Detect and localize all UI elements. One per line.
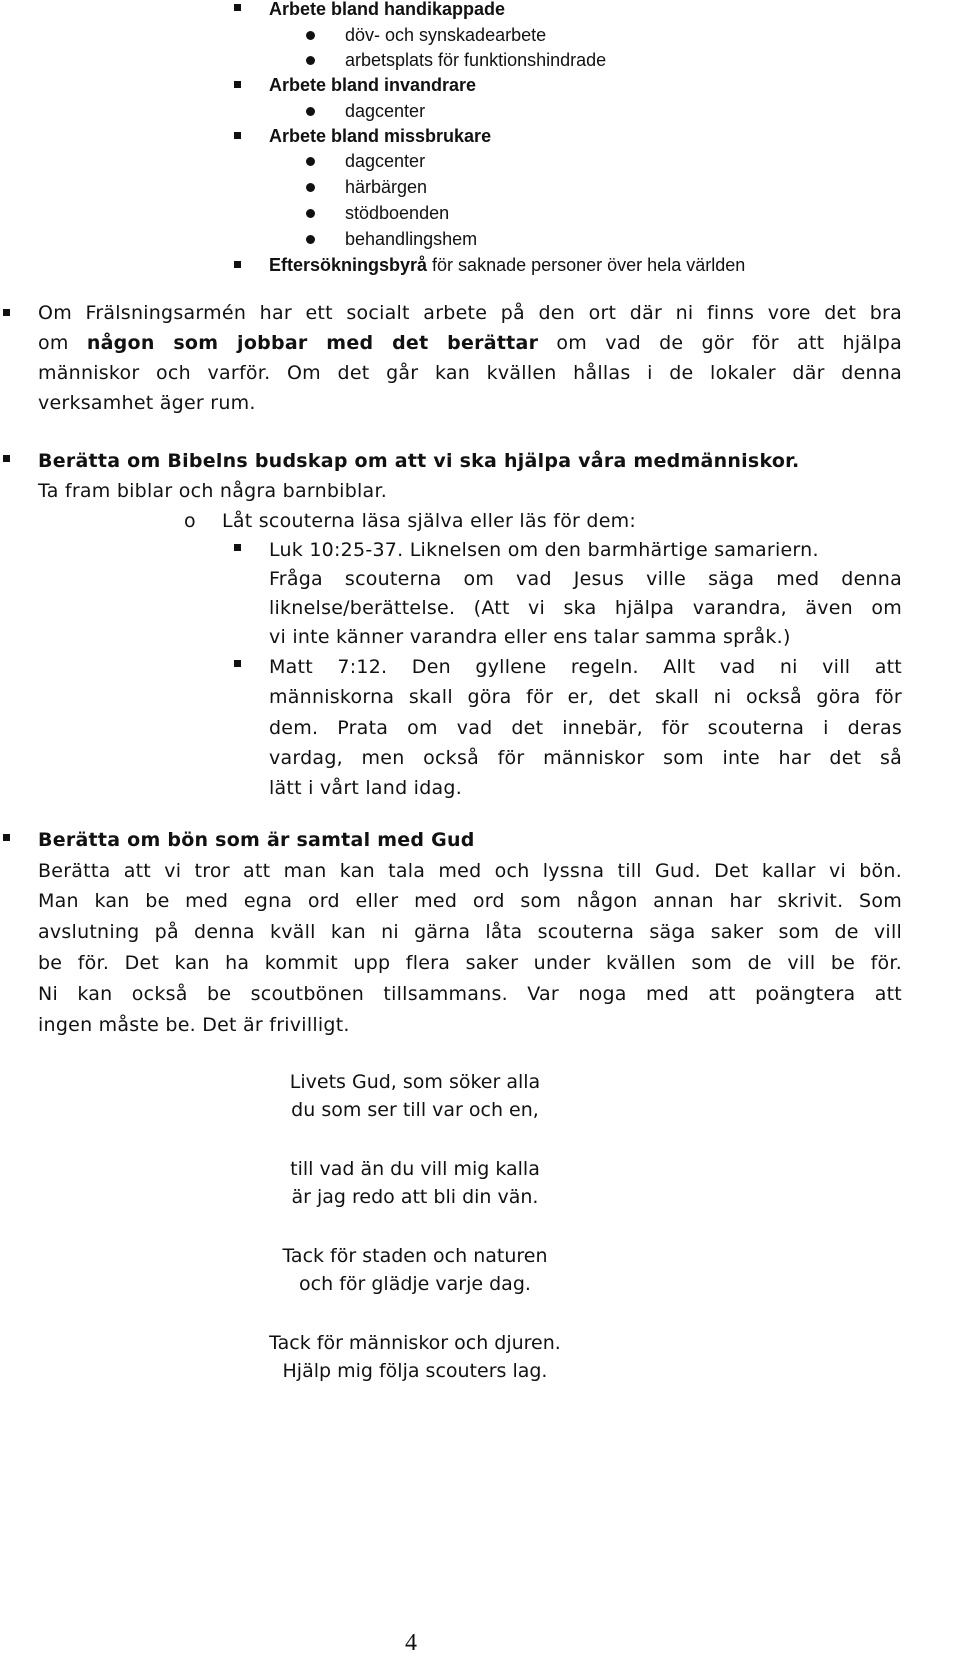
scripture-line: Fråga scouterna om vad Jesus ville säga med denna [269,568,902,590]
list-item: Arbete bland handikappade [269,0,506,19]
list-item: Arbete bland missbrukare [269,126,492,146]
square-bullet-icon [234,132,241,139]
scripture-line: människorna skall göra för er, det skall ni också göra för [269,686,902,708]
page-number: 4 [405,1630,417,1656]
scripture-line: Matt 7:12. Den gyllene regeln. Allt vad ni vill att [269,656,902,678]
round-bullet-icon [306,107,315,116]
list-subitem: härbärgen [345,177,428,197]
prayer-line: är jag redo att bli din vän. [291,1186,539,1208]
scripture-line: lätt i vårt land idag. [269,777,463,799]
paragraph-line: Ni kan också be scoutbönen tillsammans. Var noga med att poängtera att [38,983,902,1005]
list-item: Eftersökningsbyrå för saknade personer över hela världen [269,255,746,275]
paragraph-line: avslutning på denna kväll kan ni gärna låta scouterna säga saker som de vill [38,921,902,943]
square-bullet-icon [3,309,10,316]
circle-bullet-icon: o [184,510,196,532]
paragraph-line: Ta fram biblar och några barnbiblar. [38,480,388,502]
scripture-line: vi inte känner varandra eller ens talar samma språk.) [269,626,791,648]
list-subitem: döv- och synskadearbete [345,25,547,45]
square-bullet-icon [3,455,10,462]
scripture-line: dem. Prata om vad det innebär, för scouterna i deras [269,717,902,739]
list-subitem: behandlingshem [345,229,478,249]
section-heading: Berätta om Bibelns budskap om att vi ska hjälpa våra medmänniskor. [38,450,800,472]
paragraph-line: verksamhet äger rum. [38,392,256,414]
prayer-line: Tack för staden och naturen [282,1245,548,1267]
paragraph-line: Man kan be med egna ord eller med ord som någon annan har skrivit. Som [38,890,902,912]
scripture-line: liknelse/berättelse. (Att vi ska hjälpa varandra, även om [269,597,902,619]
list-subitem: dagcenter [345,151,426,171]
prayer-line: och för glädje varje dag. [299,1273,531,1295]
paragraph-line: be för. Det kan ha kommit upp flera saker under kvällen som de vill be för. [38,952,902,974]
square-bullet-icon [234,261,241,268]
list-subitem: Låt scouterna läsa själva eller läs för dem: [222,510,637,532]
list-subitem: arbetsplats för funktionshindrade [345,50,607,70]
prayer-line: till vad än du vill mig kalla [290,1158,540,1180]
paragraph-line: om någon som jobbar med det berättar om vad de gör för att hjälpa [38,332,902,354]
prayer-line: Tack för människor och djuren. [269,1332,561,1354]
round-bullet-icon [306,235,315,244]
list-item: Arbete bland invandrare [269,75,477,95]
paragraph-line: människor och varför. Om det går kan kvällen hållas i de lokaler där denna [38,362,902,384]
paragraph-line: Om Frälsningsarmén har ett socialt arbete på den ort där ni finns vore det bra [38,302,902,324]
scripture-line: Luk 10:25-37. Liknelsen om den barmhärtige samariern. [269,539,819,561]
scripture-line: vardag, men också för människor som inte har det så [269,747,902,769]
list-subitem: stödboenden [345,203,450,223]
list-subitem: dagcenter [345,101,426,121]
round-bullet-icon [306,209,315,218]
round-bullet-icon [306,157,315,166]
round-bullet-icon [306,56,315,65]
round-bullet-icon [306,183,315,192]
square-bullet-icon [234,660,241,667]
prayer-line: Hjälp mig följa scouters lag. [282,1360,548,1382]
square-bullet-icon [234,81,241,88]
prayer-line: Livets Gud, som söker alla [289,1071,541,1093]
paragraph-line: ingen måste be. Det är frivilligt. [38,1014,350,1036]
section-heading: Berätta om bön som är samtal med Gud [38,829,475,851]
square-bullet-icon [3,834,10,841]
square-bullet-icon [234,544,241,551]
square-bullet-icon [234,4,241,11]
round-bullet-icon [306,31,315,40]
prayer-line: du som ser till var och en, [291,1099,539,1121]
paragraph-line: Berätta att vi tror att man kan tala med och lyssna till Gud. Det kallar vi bön. [38,860,902,882]
